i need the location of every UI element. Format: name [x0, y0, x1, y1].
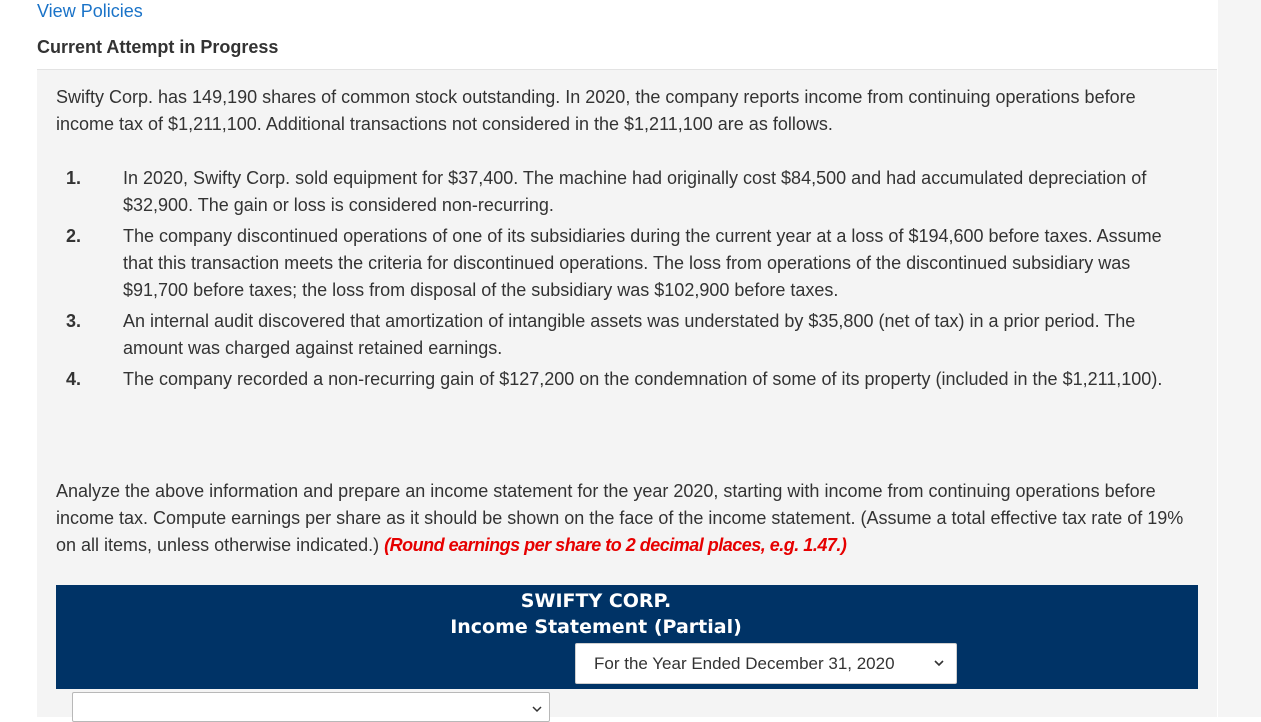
list-item	[56, 223, 1186, 304]
chevron-down-icon	[531, 703, 543, 715]
item-number: 2.	[66, 226, 82, 246]
period-select[interactable]	[575, 643, 957, 684]
company-name: SWIFTY CORP.	[520, 590, 672, 612]
period-select-value: For the Year Ended December 31, 2020	[594, 654, 895, 673]
item-text: An internal audit discovered that amortization of intangible assets was understated by $35,800 (net of tax) in a prior period. The amount was charged against retained earnings.	[123, 311, 1136, 358]
instructions-text	[56, 478, 1186, 559]
rounding-note: (Round earnings per share to 2 decimal places, e.g. 1.47.)	[384, 535, 847, 555]
item-text: The company discontinued operations of one of its subsidiaries during the current year at a loss of $194,600 before taxes. Assume that this transaction meets the criteria for discontinued operations. The loss from operations of the discontinued subsidiary was $91,700 before taxes; the loss from disposal of the subsidiary was $102,900 before taxes.	[123, 226, 1162, 300]
list-item	[56, 165, 1186, 219]
item-number: 4.	[66, 369, 82, 389]
view-policies-link[interactable]: View Policies	[37, 1, 143, 21]
item-number: 1.	[66, 168, 82, 188]
list-item	[56, 308, 1186, 362]
instructions-body: Analyze the above information and prepare an income statement for the year 2020, starting with income from continuing operations before income tax. Compute earnings per share as it should be shown on the face of the income statement. (Assume a total effective tax rate of 19% on all items, unless otherwise indicated.)	[56, 481, 1184, 555]
problem-intro: Swifty Corp. has 149,190 shares of common stock outstanding. In 2020, the company reports income from continuing operations before income tax of $1,211,100. Additional transactions not considered in the $1,211,100 are as follows.	[56, 87, 1136, 134]
item-text: In 2020, Swifty Corp. sold equipment for $37,400. The machine had originally cost $84,500 and had accumulated depreciation of $32,900. The gain or loss is considered non-recurring.	[123, 168, 1147, 215]
item-number: 3.	[66, 311, 82, 331]
chevron-down-icon	[932, 656, 946, 670]
list-item	[56, 366, 1186, 393]
statement-title: Income Statement (Partial)	[450, 616, 742, 638]
right-gutter	[1218, 0, 1261, 717]
statement-row-select[interactable]	[72, 692, 550, 722]
attempt-heading: Current Attempt in Progress	[37, 37, 279, 57]
transactions-list	[56, 165, 1186, 397]
item-text: The company recorded a non-recurring gain of $127,200 on the condemnation of some of its property (included in the $1,211,100).	[123, 369, 1163, 389]
